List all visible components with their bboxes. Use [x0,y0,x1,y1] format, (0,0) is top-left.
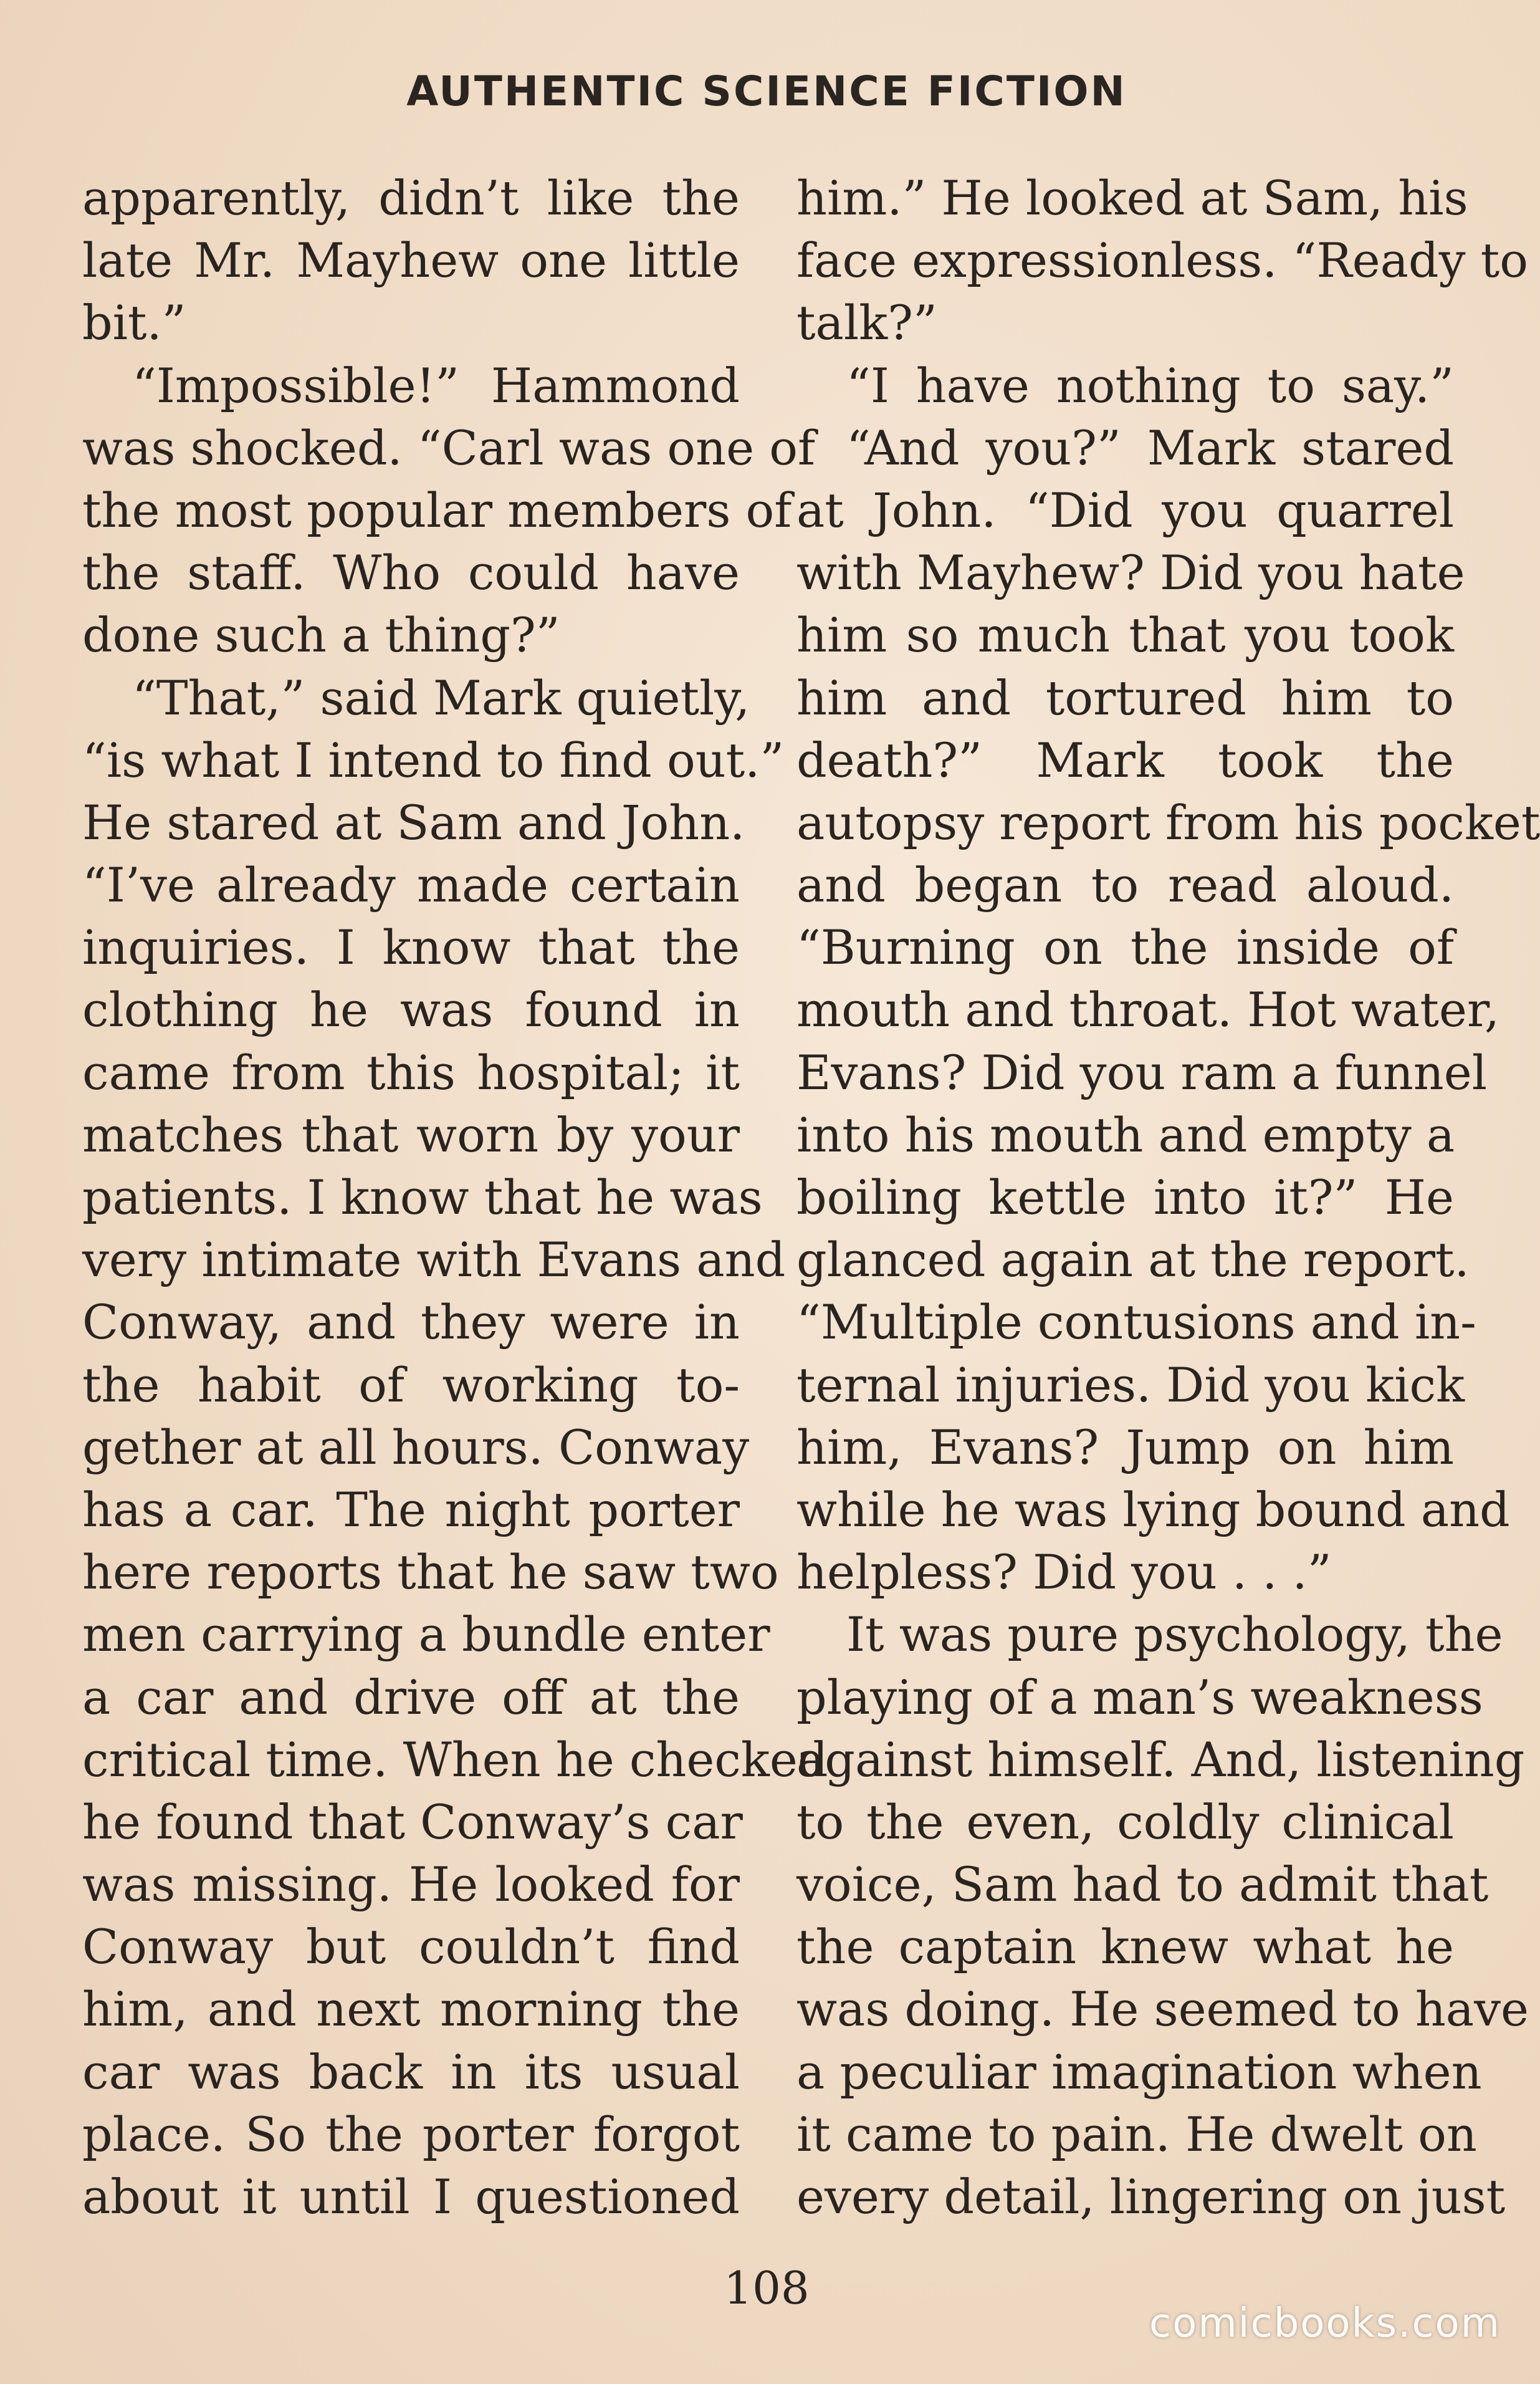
watermark: comicbooks.com [1149,2300,1501,2347]
text-line: matches that worn by your [82,1107,740,1163]
text-line: into his mouth and empty a [796,1107,1455,1163]
text-line: and began to read aloud. [796,857,1454,913]
text-line: It was pure psychology, the [846,1607,1503,1663]
text-line: the captain knew what he [796,1919,1454,1975]
page-number: 108 [724,2262,810,2314]
text-line: while he was lying bound and [796,1481,1510,1537]
text-line: Conway but couldn’t find [82,1919,740,1975]
text-line: him.” He looked at Sam, his [796,170,1468,226]
text-line: it came to pain. He dwelt on [796,2106,1477,2162]
text-line: inquiries. I know that the [82,920,740,976]
text-line: was doing. He seemed to have [796,1981,1529,2037]
text-line: late Mr. Mayhew one little [82,233,740,289]
text-line: Evans? Did you ram a funnel [796,1044,1488,1100]
text-line: mouth and throat. Hot water, [796,982,1499,1038]
text-line: was missing. He looked for [82,1857,740,1913]
text-line: has a car. The night porter [82,1481,740,1537]
text-line: him and tortured him to [796,670,1454,726]
text-line: to the even, coldly clinical [796,1794,1454,1850]
text-line: the most popular members of [82,482,792,538]
text-line: him, Evans? Jump on him [796,1419,1454,1475]
text-line: “Multiple contusions and in- [796,1294,1476,1350]
text-line: about it until I questioned [82,2169,740,2224]
text-line: came from this hospital; it [82,1044,740,1100]
text-line: critical time. When he checked [82,1731,828,1787]
text-line: apparently, didn’t like the [82,170,740,226]
text-line: bit.” [82,295,186,351]
text-line: ternal injuries. Did you kick [796,1357,1465,1413]
text-line: talk?” [796,295,937,351]
text-line: death?” Mark took the [796,732,1454,788]
text-line: “I have nothing to say.” [846,357,1454,413]
text-line: helpless? Did you . . .” [796,1544,1332,1600]
text-line: boiling kettle into it?” He [796,1170,1454,1225]
text-line: men carrying a bundle enter [82,1607,770,1663]
text-line: the habit of working to- [82,1357,740,1413]
text-line: very intimate with Evans and [82,1232,786,1288]
text-line: Conway, and they were in [82,1294,740,1350]
text-line: against himself. And, listening [796,1731,1525,1787]
text-line: done such a thing?” [82,607,560,663]
text-line: face expressionless. “Ready to [796,233,1528,289]
text-line: a car and drive off at the [82,1669,740,1725]
text-line: car was back in its usual [82,2044,740,2100]
running-head: AUTHENTIC SCIENCE FICTION [406,67,1127,115]
text-line: voice, Sam had to admit that [796,1857,1489,1913]
text-line: autopsy report from his pocket [796,794,1540,850]
text-line: gether at all hours. Conway [82,1419,750,1475]
text-line: was shocked. “Carl was one of [82,420,816,476]
text-line: with Mayhew? Did you hate [796,545,1465,601]
text-line: “Burning on the inside of [796,920,1454,976]
text-line: him so much that you took [796,607,1454,663]
left-text-column [82,167,828,2228]
text-line: him, and next morning the [82,1981,740,2037]
text-line: “is what I intend to find out.” [82,732,785,788]
text-line: here reports that he saw two [82,1544,779,1600]
right-text-column [796,167,1540,2228]
text-line: “And you?” Mark stared [846,420,1454,476]
text-line: clothing he was found in [82,982,740,1038]
text-line: the staff. Who could have [82,545,740,601]
text-line: he found that Conway’s car [82,1794,743,1850]
text-line: “Impossible!” Hammond [132,357,740,413]
text-line: “That,” said Mark quietly, [132,670,750,726]
text-line: He stared at Sam and John. [82,794,745,850]
text-line: at John. “Did you quarrel [796,482,1454,538]
text-line: every detail, lingering on just [796,2169,1506,2224]
text-line: glanced again at the report. [796,1232,1470,1288]
text-line: playing of a man’s weakness [796,1669,1483,1725]
text-line: a peculiar imagination when [796,2044,1482,2100]
text-line: patients. I know that he was [82,1170,763,1225]
text-line: “I’ve already made certain [82,857,740,913]
text-line: place. So the porter forgot [82,2106,740,2162]
